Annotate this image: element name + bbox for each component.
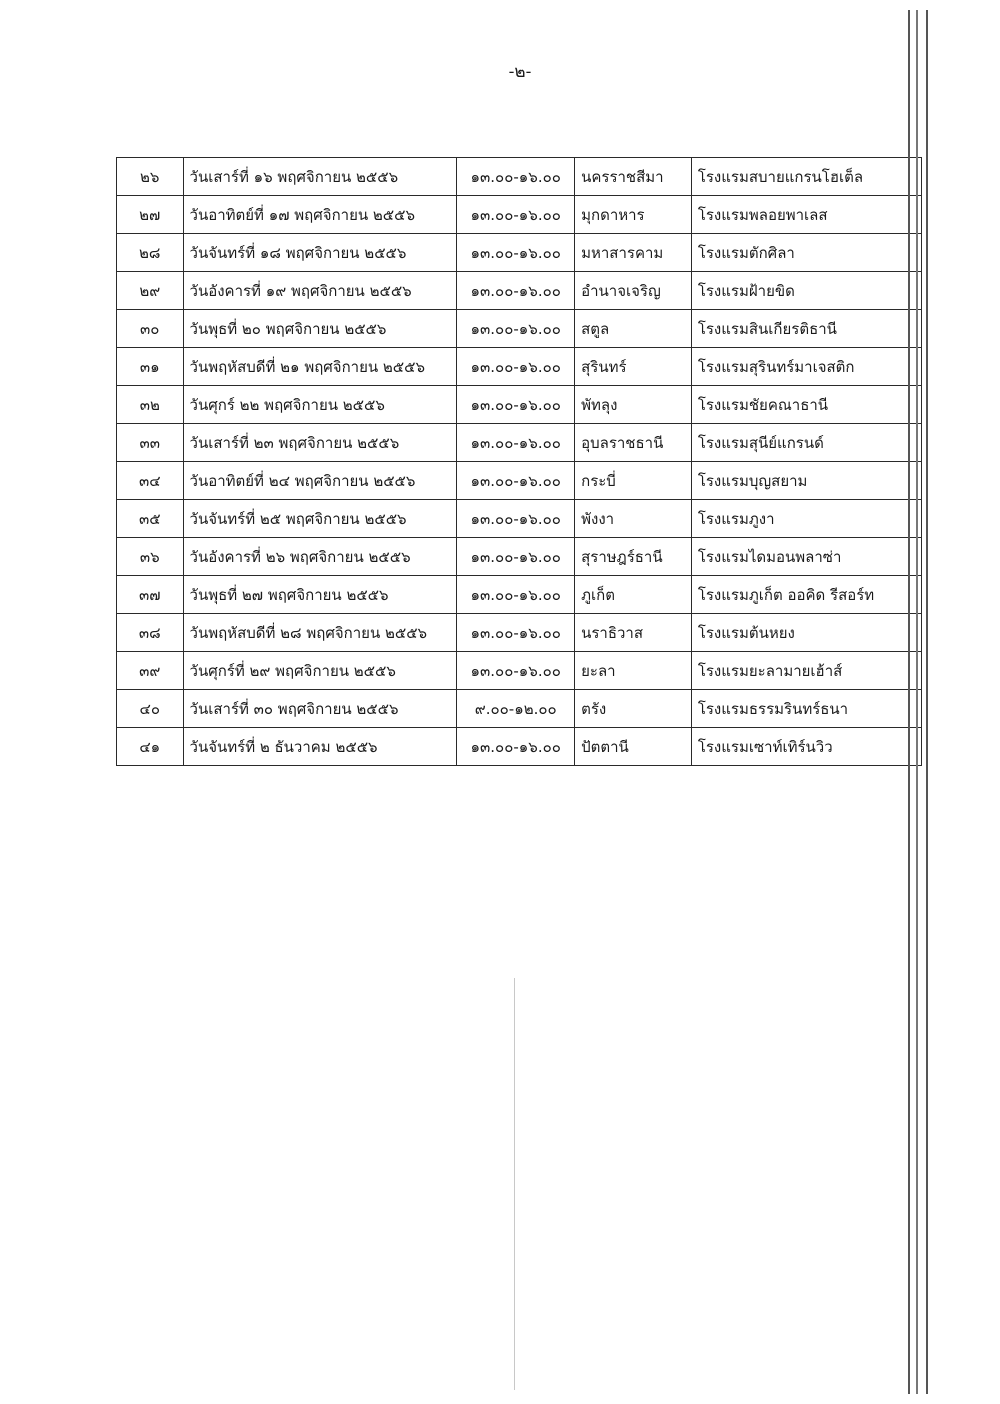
hotel-cell: โรงแรมพลอยพาเลส [691,196,921,234]
schedule-table-body [117,158,922,766]
hotel-cell: โรงแรมภูงา [691,500,921,538]
row-number-cell: ๒๗ [117,196,184,234]
date-cell: วันเสาร์ที่ ๑๖ พฤศจิกายน ๒๕๕๖ [183,158,457,196]
table-row [117,462,922,500]
hotel-cell: โรงแรมตักศิลา [691,234,921,272]
table-row [117,614,922,652]
table-row [117,234,922,272]
province-cell: มุกดาหาร [575,196,692,234]
time-cell: ๑๓.๐๐-๑๖.๐๐ [457,500,575,538]
row-number-cell: ๓๐ [117,310,184,348]
row-number-cell: ๓๙ [117,652,184,690]
hotel-cell: โรงแรมชัยคณาธานี [691,386,921,424]
schedule-table [116,157,922,766]
time-cell: ๑๓.๐๐-๑๖.๐๐ [457,158,575,196]
table-row [117,196,922,234]
row-number-cell: ๒๙ [117,272,184,310]
hotel-cell: โรงแรมยะลามายเฮ้าส์ [691,652,921,690]
province-cell: ตรัง [575,690,692,728]
time-cell: ๑๓.๐๐-๑๖.๐๐ [457,424,575,462]
hotel-cell: โรงแรมฝ้ายขิด [691,272,921,310]
hotel-cell: โรงแรมสบายแกรนโฮเต็ล [691,158,921,196]
province-cell: ปัตตานี [575,728,692,766]
hotel-cell: โรงแรมธรรมรินทร์ธนา [691,690,921,728]
hotel-cell: โรงแรมต้นหยง [691,614,921,652]
date-cell: วันพฤหัสบดีที่ ๒๑ พฤศจิกายน ๒๕๕๖ [183,348,457,386]
table-row [117,728,922,766]
row-number-cell: ๓๘ [117,614,184,652]
province-cell: สตูล [575,310,692,348]
time-cell: ๙.๐๐-๑๒.๐๐ [457,690,575,728]
time-cell: ๑๓.๐๐-๑๖.๐๐ [457,728,575,766]
time-cell: ๑๓.๐๐-๑๖.๐๐ [457,614,575,652]
row-number-cell: ๓๕ [117,500,184,538]
province-cell: พังงา [575,500,692,538]
date-cell: วันพุธที่ ๒๗ พฤศจิกายน ๒๕๕๖ [183,576,457,614]
table-row [117,348,922,386]
table-row [117,424,922,462]
date-cell: วันอังคารที่ ๒๖ พฤศจิกายน ๒๕๕๖ [183,538,457,576]
date-cell: วันเสาร์ที่ ๓๐ พฤศจิกายน ๒๕๕๖ [183,690,457,728]
date-cell: วันเสาร์ที่ ๒๓ พฤศจิกายน ๒๕๕๖ [183,424,457,462]
row-number-cell: ๒๖ [117,158,184,196]
hotel-cell: โรงแรมบุญสยาม [691,462,921,500]
table-row [117,690,922,728]
date-cell: วันศุกร์ที่ ๒๙ พฤศจิกายน ๒๕๕๖ [183,652,457,690]
binding-edge-line [908,10,910,1394]
row-number-cell: ๔๐ [117,690,184,728]
date-cell: วันจันทร์ที่ ๑๘ พฤศจิกายน ๒๕๕๖ [183,234,457,272]
row-number-cell: ๒๘ [117,234,184,272]
time-cell: ๑๓.๐๐-๑๖.๐๐ [457,348,575,386]
time-cell: ๑๓.๐๐-๑๖.๐๐ [457,386,575,424]
province-cell: อุบลราชธานี [575,424,692,462]
date-cell: วันพฤหัสบดีที่ ๒๘ พฤศจิกายน ๒๕๕๖ [183,614,457,652]
date-cell: วันจันทร์ที่ ๒ ธันวาคม ๒๕๕๖ [183,728,457,766]
time-cell: ๑๓.๐๐-๑๖.๐๐ [457,196,575,234]
table-row [117,538,922,576]
row-number-cell: ๓๑ [117,348,184,386]
time-cell: ๑๓.๐๐-๑๖.๐๐ [457,652,575,690]
row-number-cell: ๓๗ [117,576,184,614]
date-cell: วันอาทิตย์ที่ ๒๔ พฤศจิกายน ๒๕๕๖ [183,462,457,500]
hotel-cell: โรงแรมสินเกียรติธานี [691,310,921,348]
hotel-cell: โรงแรมภูเก็ต ออคิด รีสอร์ท [691,576,921,614]
table-row [117,158,922,196]
time-cell: ๑๓.๐๐-๑๖.๐๐ [457,462,575,500]
scan-artifact-line [514,978,515,1390]
province-cell: นครราชสีมา [575,158,692,196]
time-cell: ๑๓.๐๐-๑๖.๐๐ [457,538,575,576]
page-number: -๒- [508,62,532,82]
province-cell: มหาสารคาม [575,234,692,272]
hotel-cell: โรงแรมเซาท์เทิร์นวิว [691,728,921,766]
table-row [117,386,922,424]
date-cell: วันอาทิตย์ที่ ๑๗ พฤศจิกายน ๒๕๕๖ [183,196,457,234]
row-number-cell: ๔๑ [117,728,184,766]
table-row [117,310,922,348]
table-row [117,272,922,310]
hotel-cell: โรงแรมสุนีย์แกรนด์ [691,424,921,462]
time-cell: ๑๓.๐๐-๑๖.๐๐ [457,272,575,310]
row-number-cell: ๓๖ [117,538,184,576]
province-cell: ภูเก็ต [575,576,692,614]
table-row [117,652,922,690]
province-cell: สุราษฎร์ธานี [575,538,692,576]
row-number-cell: ๓๒ [117,386,184,424]
row-number-cell: ๓๓ [117,424,184,462]
date-cell: วันอังคารที่ ๑๙ พฤศจิกายน ๒๕๕๖ [183,272,457,310]
province-cell: ยะลา [575,652,692,690]
date-cell: วันศุกร์ ๒๒ พฤศจิกายน ๒๕๕๖ [183,386,457,424]
table-row [117,576,922,614]
province-cell: นราธิวาส [575,614,692,652]
province-cell: กระบี่ [575,462,692,500]
binding-edge-line [916,10,918,1394]
table-row [117,500,922,538]
province-cell: พัทลุง [575,386,692,424]
hotel-cell: โรงแรมไดมอนพลาซ่า [691,538,921,576]
date-cell: วันพุธที่ ๒๐ พฤศจิกายน ๒๕๕๖ [183,310,457,348]
time-cell: ๑๓.๐๐-๑๖.๐๐ [457,310,575,348]
time-cell: ๑๓.๐๐-๑๖.๐๐ [457,234,575,272]
binding-edge-line [926,10,928,1394]
row-number-cell: ๓๔ [117,462,184,500]
date-cell: วันจันทร์ที่ ๒๕ พฤศจิกายน ๒๕๕๖ [183,500,457,538]
province-cell: อำนาจเจริญ [575,272,692,310]
province-cell: สุรินทร์ [575,348,692,386]
time-cell: ๑๓.๐๐-๑๖.๐๐ [457,576,575,614]
hotel-cell: โรงแรมสุรินทร์มาเจสติก [691,348,921,386]
